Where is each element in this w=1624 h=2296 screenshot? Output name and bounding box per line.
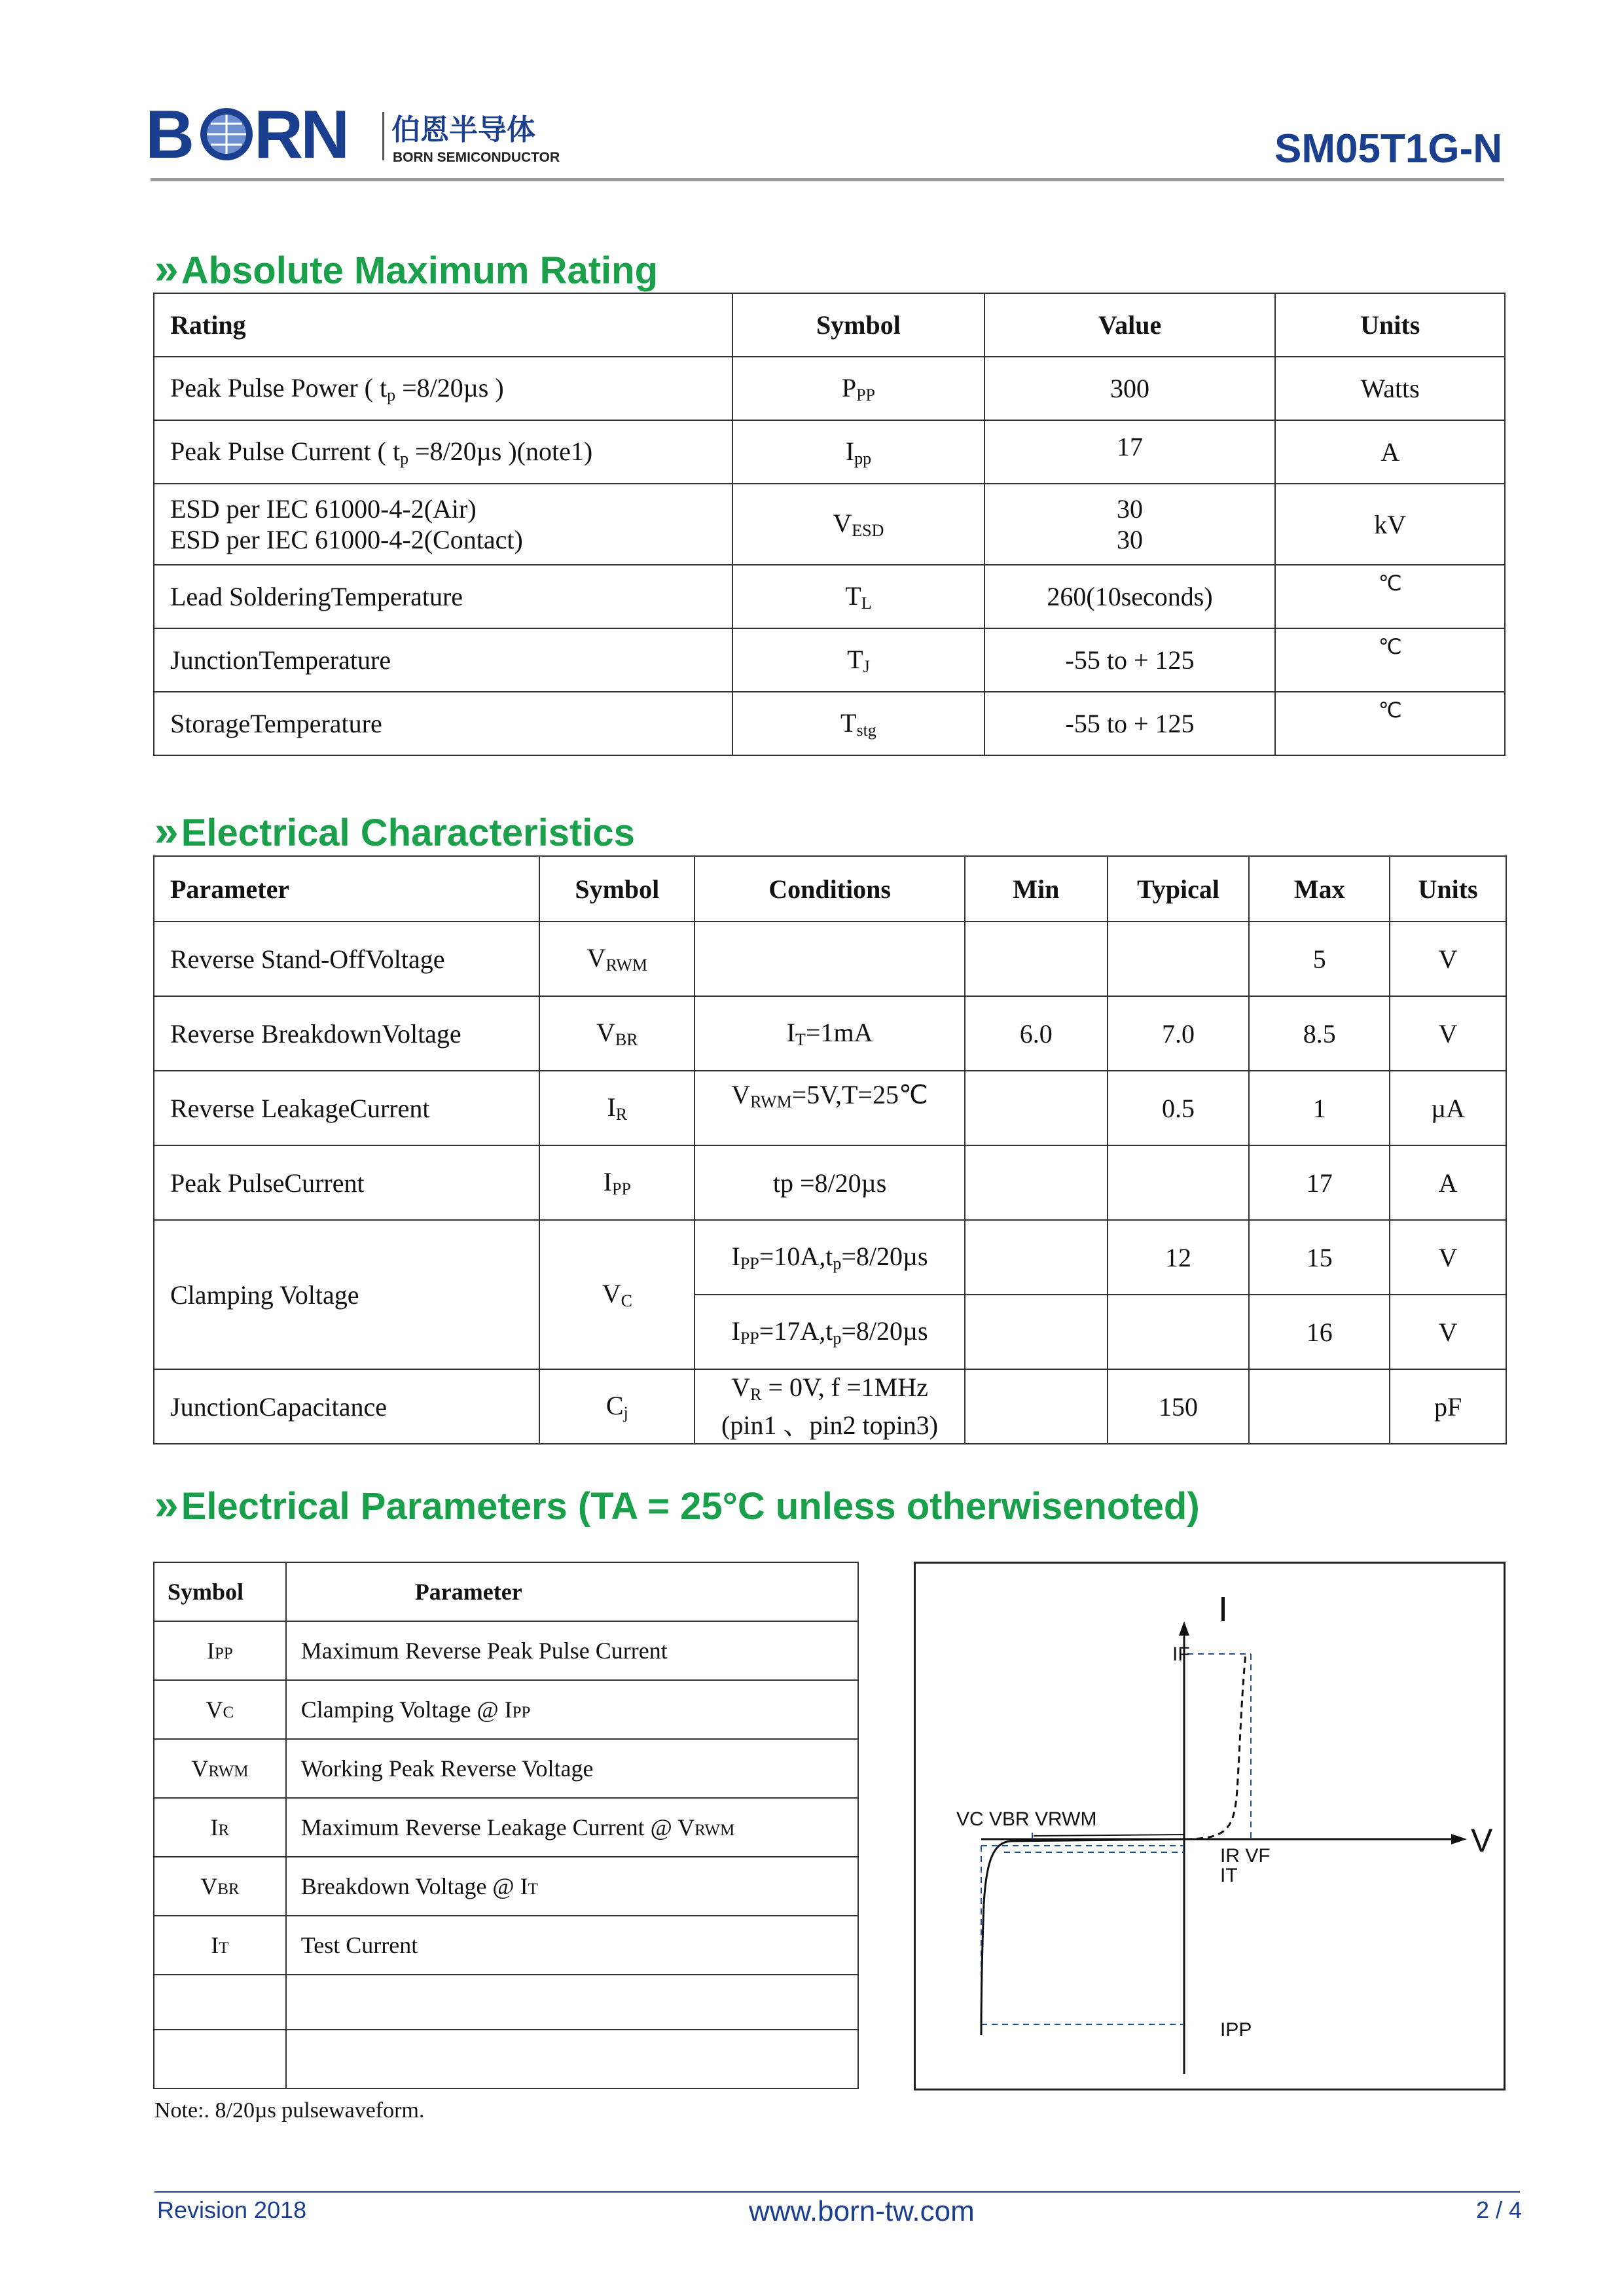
i-axis-arrow-icon [1179, 1621, 1189, 1636]
table-row [154, 628, 1505, 692]
typical-cell [1108, 1145, 1250, 1220]
label-ir-vf: IR VF [1220, 1845, 1271, 1867]
typical-cell [1108, 922, 1250, 996]
section-title-elec-params: »Electrical Parameters (TA = 25°C unless otherwisenoted) [154, 1480, 1200, 1528]
symbol-cell: VBR [154, 1857, 286, 1916]
max-cell [1249, 1369, 1390, 1444]
table-header-row [154, 1562, 858, 1621]
min-cell [965, 1220, 1108, 1295]
symbol-cell: $I_{PP}$ [539, 1145, 695, 1220]
table-row [154, 1857, 858, 1916]
max-cell: 17 [1249, 1145, 1390, 1220]
max-cell: 8.5 [1249, 996, 1390, 1071]
conditions-cell: tp =8/20µs [695, 1145, 965, 1220]
parameter-cell: Reverse LeakageCurrent [154, 1071, 539, 1145]
col-header-typical: Typical [1108, 856, 1250, 922]
symbol-cell: $V_{ESD}$ [732, 484, 984, 565]
typical-cell: 12 [1108, 1220, 1250, 1295]
abs-max-table [153, 293, 1506, 756]
parameter-cell: Reverse Stand-OffVoltage [154, 922, 539, 996]
table-row [154, 996, 1506, 1071]
table-row [154, 1680, 858, 1739]
logo-wordmark-rn: RN [254, 101, 348, 167]
parameter-cell: Working Peak Reverse Voltage [286, 1739, 858, 1798]
table-row [154, 1145, 1506, 1220]
website-link[interactable]: www.born-tw.com [749, 2195, 975, 2227]
units-cell: ℃ [1275, 692, 1505, 755]
rating-cell: Lead SolderingTemperature [154, 565, 732, 628]
max-cell: 15 [1249, 1220, 1390, 1295]
born-logo [145, 101, 590, 167]
table-row [154, 692, 1505, 755]
col-header-max: Max [1249, 856, 1390, 922]
revision-label: Revision 2018 [157, 2197, 307, 2223]
parameter-definitions-table [153, 1562, 859, 2089]
units-cell: V [1390, 922, 1506, 996]
table-header-row [154, 293, 1505, 357]
min-cell: 6.0 [965, 996, 1108, 1071]
label-vc-vbr-vrwm: VC VBR VRWM [956, 1808, 1097, 1830]
parameter-cell: Peak PulseCurrent [154, 1145, 539, 1220]
value-cell: 260(10seconds) [984, 565, 1276, 628]
units-cell: kV [1275, 484, 1505, 565]
table-row [154, 922, 1506, 996]
units-cell: V [1390, 1220, 1506, 1295]
footnote: Note:. 8/20µs pulsewaveform. [154, 2098, 425, 2123]
table-row [154, 1916, 858, 1975]
symbol-cell: $I_{pp}$ [732, 420, 984, 484]
conditions-cell: $I_{PP}=17A,t_p=8/20\mu s$ [695, 1295, 965, 1369]
units-cell: V [1390, 1295, 1506, 1369]
units-cell: V [1390, 996, 1506, 1071]
table-row [154, 2030, 858, 2089]
col-header-units: Units [1275, 293, 1505, 357]
parameter-cell [286, 1975, 858, 2030]
symbol-cell: VRWM [154, 1739, 286, 1798]
symbol-cell: $V_C$ [539, 1220, 695, 1369]
rating-cell: Peak Pulse Current ( $t_p =8/20\mu s$ )(note1) [154, 420, 732, 484]
parameter-cell: Test Current [286, 1916, 858, 1975]
max-cell: 16 [1249, 1295, 1390, 1369]
parameter-cell: Maximum Reverse Peak Pulse Current [286, 1621, 858, 1680]
table-row [154, 1369, 1506, 1444]
units-cell: ℃ [1275, 565, 1505, 628]
rating-cell: JunctionTemperature [154, 628, 732, 692]
min-cell [965, 1369, 1108, 1444]
typical-cell: 150 [1108, 1369, 1250, 1444]
units-cell: µA [1390, 1071, 1506, 1145]
page-number: 2 / 4 [1475, 2197, 1522, 2223]
chevron-icon: » [154, 806, 179, 855]
parameter-cell: Clamping Voltage @ IPP [286, 1680, 858, 1739]
value-cell: -55 to + 125 [984, 692, 1276, 755]
min-cell [965, 1295, 1108, 1369]
table-row [154, 420, 1505, 484]
reverse-curve [981, 1839, 1184, 2035]
conditions-cell: $I_{PP}=10A,t_p=8/20\mu s$ [695, 1220, 965, 1295]
symbol-cell [154, 1975, 286, 2030]
header-divider [151, 178, 1504, 181]
max-cell: 1 [1249, 1071, 1390, 1145]
page-header [0, 0, 1624, 190]
conditions-cell: $I_T=1mA$ [695, 996, 965, 1071]
iv-curve-svg [916, 1564, 1504, 2089]
units-cell: A [1275, 420, 1505, 484]
units-cell: ℃ [1275, 628, 1505, 692]
symbol-cell: $T_L$ [732, 565, 984, 628]
col-header-min: Min [965, 856, 1108, 922]
parameter-cell: Reverse BreakdownVoltage [154, 996, 539, 1071]
value-cell: 30 30 [984, 484, 1276, 565]
table-row [154, 1798, 858, 1857]
symbol-cell: $P_{PP}$ [732, 357, 984, 420]
units-cell: pF [1390, 1369, 1506, 1444]
typical-cell: 7.0 [1108, 996, 1250, 1071]
col-header-conditions: Conditions [695, 856, 965, 922]
parameter-cell: Maximum Reverse Leakage Current @ VRWM [286, 1798, 858, 1857]
chevron-icon: » [154, 244, 179, 293]
label-ipp: IPP [1220, 2019, 1252, 2041]
label-it: IT [1220, 1865, 1238, 1886]
units-cell: Watts [1275, 357, 1505, 420]
parameter-cell [286, 2030, 858, 2089]
parameter-cell: Clamping Voltage [154, 1220, 539, 1369]
col-header-symbol: Symbol [154, 1562, 286, 1621]
section-title-elec-char: »Electrical Characteristics [154, 806, 635, 855]
electrical-characteristics-table [153, 855, 1507, 1444]
units-cell: A [1390, 1145, 1506, 1220]
parameter-cell: JunctionCapacitance [154, 1369, 539, 1444]
conditions-cell: $V_R = 0V$, f =1MHz (pin1 、pin2 topin3) [695, 1369, 965, 1444]
conditions-cell: $V_{RWM}=5V,T=25℃$ [695, 1071, 965, 1145]
table-row [154, 1975, 858, 2030]
table-row [154, 1220, 1506, 1295]
rating-cell: Peak Pulse Power ( $t_p =8/20\mu s$ ) [154, 357, 732, 420]
logo-chinese-name: 伯恩半导体 [391, 113, 535, 147]
table-row [154, 484, 1505, 565]
min-cell [965, 1145, 1108, 1220]
col-header-symbol: Symbol [539, 856, 695, 922]
rating-cell: StorageTemperature [154, 692, 732, 755]
table-row [154, 1071, 1506, 1145]
i-axis-label: I [1218, 1590, 1229, 1629]
min-cell [965, 922, 1108, 996]
value-cell: 300 [984, 357, 1276, 420]
table-header-row [154, 856, 1506, 922]
value-cell: -55 to + 125 [984, 628, 1276, 692]
forward-curve [1185, 1654, 1246, 1839]
typical-cell: 0.5 [1108, 1071, 1250, 1145]
parameter-cell: Breakdown Voltage @ IT [286, 1857, 858, 1916]
symbol-cell: IPP [154, 1621, 286, 1680]
symbol-cell [154, 2030, 286, 2089]
col-header-value: Value [984, 293, 1276, 357]
symbol-cell: IT [154, 1916, 286, 1975]
max-cell: 5 [1249, 922, 1390, 996]
symbol-cell: $T_{stg}$ [732, 692, 984, 755]
symbol-cell: $C_j$ [539, 1369, 695, 1444]
table-row [154, 1621, 858, 1680]
rating-cell: ESD per IEC 61000-4-2(Air) ESD per IEC 61000-4-2(Contact) [154, 484, 732, 565]
part-number: SM05T1G-N [1274, 126, 1502, 171]
col-header-parameter: Parameter [286, 1562, 858, 1621]
symbol-cell: VC [154, 1680, 286, 1739]
symbol-cell: $V_{RWM}$ [539, 922, 695, 996]
symbol-cell: $V_{BR}$ [539, 996, 695, 1071]
section-title-abs-max: »Absolute Maximum Rating [154, 244, 659, 293]
typical-cell [1108, 1295, 1250, 1369]
col-header-symbol: Symbol [732, 293, 984, 357]
value-cell: 17 [984, 420, 1276, 484]
col-header-parameter: Parameter [154, 856, 539, 922]
symbol-cell: $T_J$ [732, 628, 984, 692]
table-row [154, 1739, 858, 1798]
chevron-icon: » [154, 1480, 179, 1528]
iv-characteristic-diagram [914, 1562, 1506, 2090]
footer-divider [154, 2191, 1520, 2193]
v-axis-arrow-icon [1451, 1834, 1467, 1844]
col-header-rating: Rating [154, 293, 732, 357]
col-header-units: Units [1390, 856, 1506, 922]
symbol-cell: $I_R$ [539, 1071, 695, 1145]
table-row [154, 357, 1505, 420]
logo-wordmark-b: B [145, 101, 192, 167]
conditions-cell [695, 922, 965, 996]
logo-english-name: BORN SEMICONDUCTOR [393, 150, 560, 165]
symbol-cell: IR [154, 1798, 286, 1857]
table-row [154, 565, 1505, 628]
label-if: IF [1172, 1643, 1190, 1665]
min-cell [965, 1071, 1108, 1145]
v-axis-label: V [1471, 1822, 1493, 1859]
